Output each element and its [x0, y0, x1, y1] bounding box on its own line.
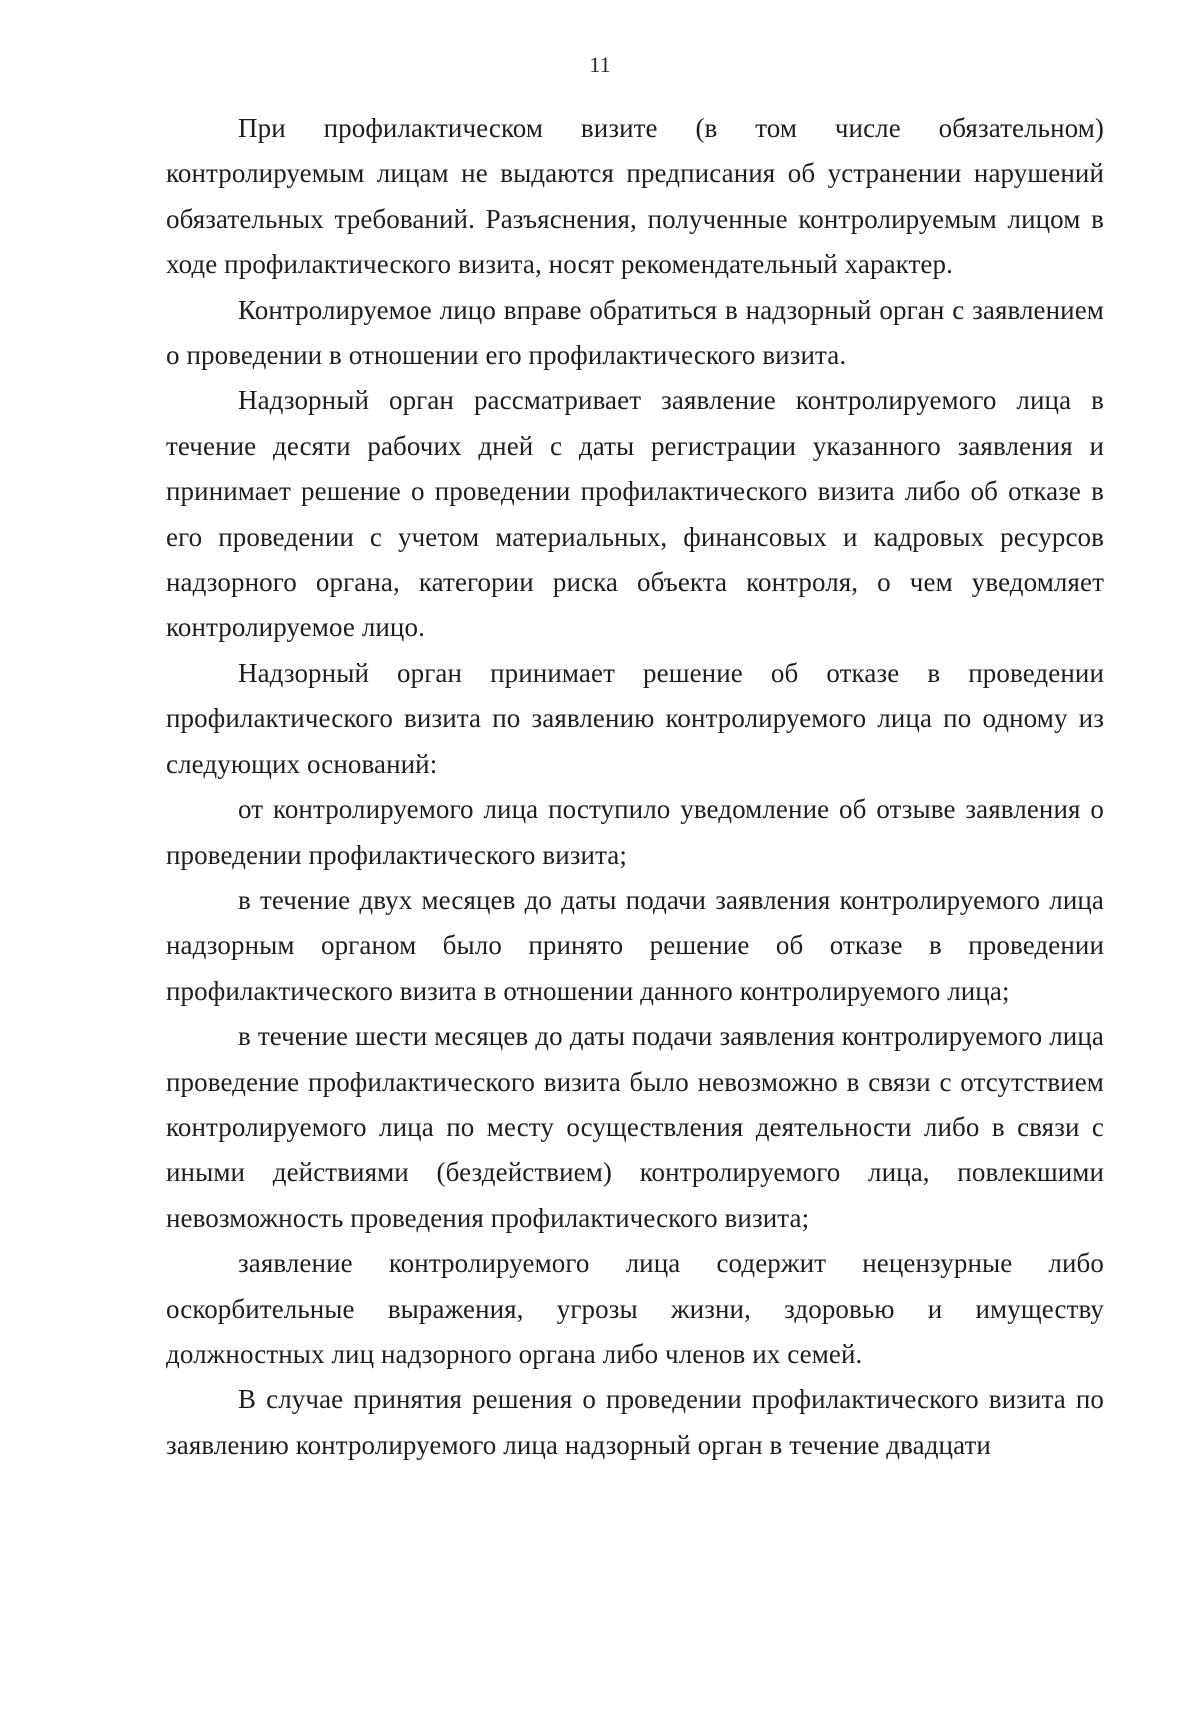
paragraph-preventive-visit-no-orders: При профилактическом визите (в том числе обязательном) контролируемым лицам не выдаются предписания об устранении нарушений обязательных требований. Разъяснения, полученные контролируемым лицом в ходе профилактического визита, носят рекомендательный характер.: [166, 113, 1104, 280]
paragraph-right-to-apply: Контролируемое лицо вправе обратиться в надзорный орган с заявлением о проведении в отношении его профилактического визита.: [166, 294, 1104, 371]
paragraph-decision-to-conduct: В случае принятия решения о проведении профилактического визита по заявлению контролируемого лица надзорный орган в течение двадцати: [166, 1384, 1104, 1460]
paragraph-ground-offensive-language: заявление контролируемого лица содержит нецензурные либо оскорбительные выражения, угрозы жизни, здоровью и имуществу должностных лиц надзорного органа либо членов их семей.: [166, 1248, 1104, 1369]
paragraph-ground-withdrawal: от контролируемого лица поступило уведомление об отзыве заявления о проведении профилактического визита;: [166, 794, 1104, 870]
paragraph-review-of-application: Надзорный орган рассматривает заявление контролируемого лица в течение десяти рабочих дней с даты регистрации указанного заявления и принимает решение о проведении профилактического визита либо об отказе в его проведении с учетом материальных, финансовых и кадровых ресурсов надзорного органа, категории риска объекта контроля, о чем уведомляет контролируемое лицо.: [166, 385, 1104, 643]
paragraph-ground-impossibility: в течение шести месяцев до даты подачи заявления контролируемого лица проведение профилактического визита было невозможно в связи с отсутствием контролируемого лица по месту осуществления деятельности либо в связи с иными действиями (бездействием) контролируемого лица, повлекшими невозможность проведения профилактического визита;: [166, 1021, 1104, 1233]
page-number: 11: [589, 52, 611, 77]
paragraph-ground-prior-refusal: в течение двух месяцев до даты подачи заявления контролируемого лица надзорным органом было принято решение об отказе в проведении профилактического визита в отношении данного контролируемого лица;: [166, 884, 1104, 1006]
paragraph-refusal-grounds-intro: Надзорный орган принимает решение об отказе в проведении профилактического визита по заявлению контролируемого лица по одному из следующих оснований:: [166, 657, 1104, 779]
document-body: [166, 106, 1104, 1468]
